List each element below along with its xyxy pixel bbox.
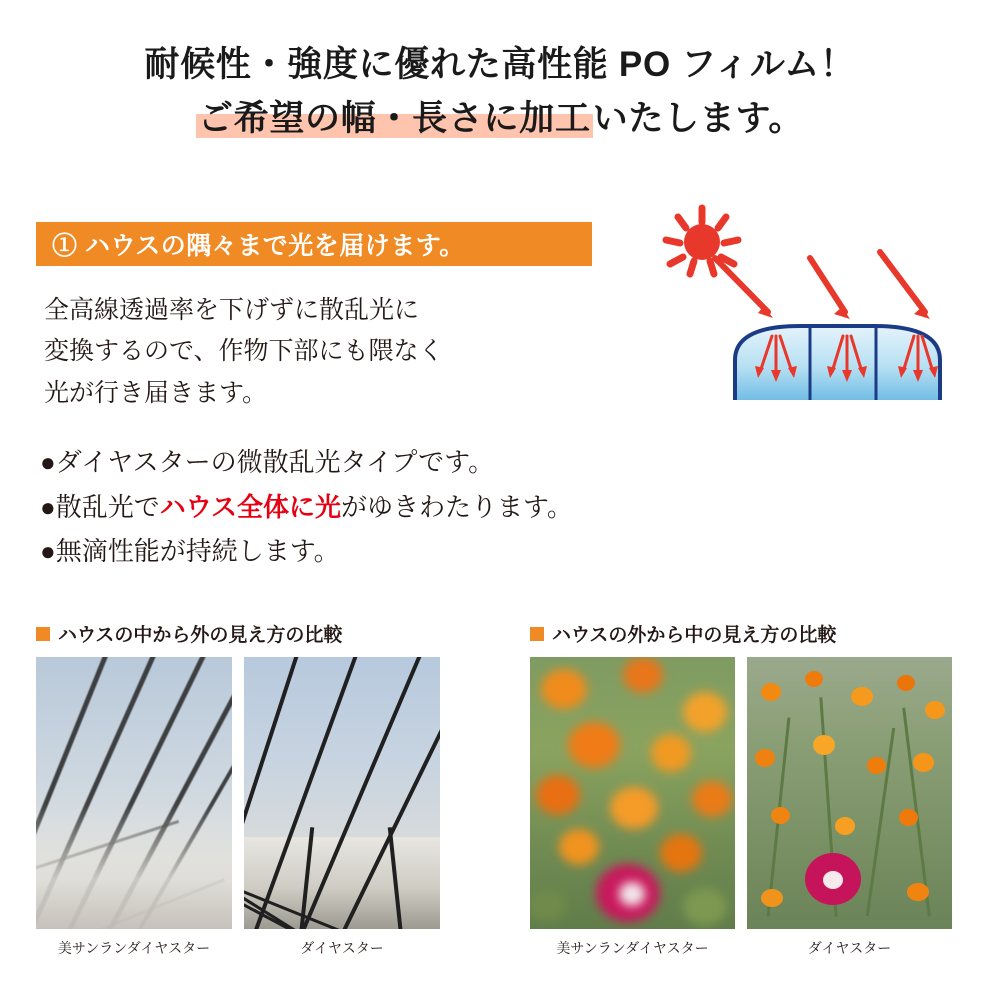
orange-square-icon — [530, 627, 544, 641]
comparison-right-images — [530, 657, 962, 958]
comparison-left-title-text: ハウスの中から外の見え方の比較 — [58, 625, 343, 646]
bullet-dot-icon: ● — [40, 491, 56, 522]
comparison-left-title — [36, 620, 456, 647]
comparison-right-title — [530, 620, 962, 647]
photo-inside-view-clear — [244, 657, 440, 929]
comparison-left-images — [36, 657, 456, 958]
headline-line-2-tail: いたします。 — [592, 99, 805, 139]
comparison-left-item-2 — [244, 657, 440, 958]
bullet-text-emphasis: ハウス全体に光 — [159, 491, 341, 522]
comparison-right-caption-2: ダイヤスター — [807, 940, 892, 956]
bullet-dot-icon: ● — [40, 447, 56, 477]
comparison-block-outside-to-inside — [530, 620, 962, 958]
diffusion-diagram-svg — [640, 200, 970, 435]
headline-line-2 — [0, 92, 1000, 146]
page-headline — [0, 38, 1000, 147]
comparison-right-title-text: ハウスの外から中の見え方の比較 — [552, 625, 837, 646]
comparison-left-caption-2: ダイヤスター — [300, 940, 384, 956]
bullet-text-pre: 散乱光で — [55, 491, 160, 522]
incident-light-arrows — [715, 252, 930, 319]
photo-inside-view-diffused — [36, 657, 232, 929]
photo-outside-view-clear — [747, 657, 952, 929]
lead-line-3: 光が行き届きます。 — [44, 378, 268, 407]
bullet-item — [40, 440, 720, 485]
comparison-right-item-1 — [530, 657, 735, 958]
section-1-heading-label: ① ハウスの隅々まで光を届けます。 — [52, 232, 465, 260]
comparison-right-caption-1: 美サンランダイヤスター — [556, 940, 709, 956]
bullet-text: 無滴性能が持続します。 — [55, 536, 340, 567]
bullet-item — [40, 529, 720, 574]
comparison-right-item-2 — [747, 657, 952, 958]
greenhouse-body — [735, 326, 940, 400]
headline-highlighted-text: ご希望の幅・長さに加工 — [197, 99, 591, 139]
bullet-dot-icon: ● — [40, 536, 56, 567]
lead-line-1: 全高線透過率を下げずに散乱光に — [44, 296, 420, 324]
bullet-item — [40, 485, 720, 530]
section-1-bullet-list — [40, 440, 720, 574]
lead-line-2: 変換するので、作物下部にも隈なく — [44, 337, 444, 366]
comparison-block-inside-to-outside — [36, 620, 456, 958]
section-1-heading-bar — [36, 222, 592, 266]
bullet-text-post: がゆきわたります。 — [340, 491, 573, 522]
photo-outside-view-diffused — [530, 657, 735, 929]
headline-line-1: 耐候性・強度に優れた高性能 PO フィルム！ — [144, 45, 856, 84]
section-1-lead-paragraph — [44, 290, 584, 414]
orange-square-icon — [36, 627, 50, 641]
sun-icon — [666, 208, 738, 274]
sun-greenhouse-diffusion-illustration — [640, 200, 970, 435]
comparison-left-item-1 — [36, 657, 232, 958]
comparison-left-caption-1: 美サンランダイヤスター — [57, 940, 211, 956]
bullet-text: ダイヤスターの微散乱光タイプです。 — [55, 447, 495, 477]
